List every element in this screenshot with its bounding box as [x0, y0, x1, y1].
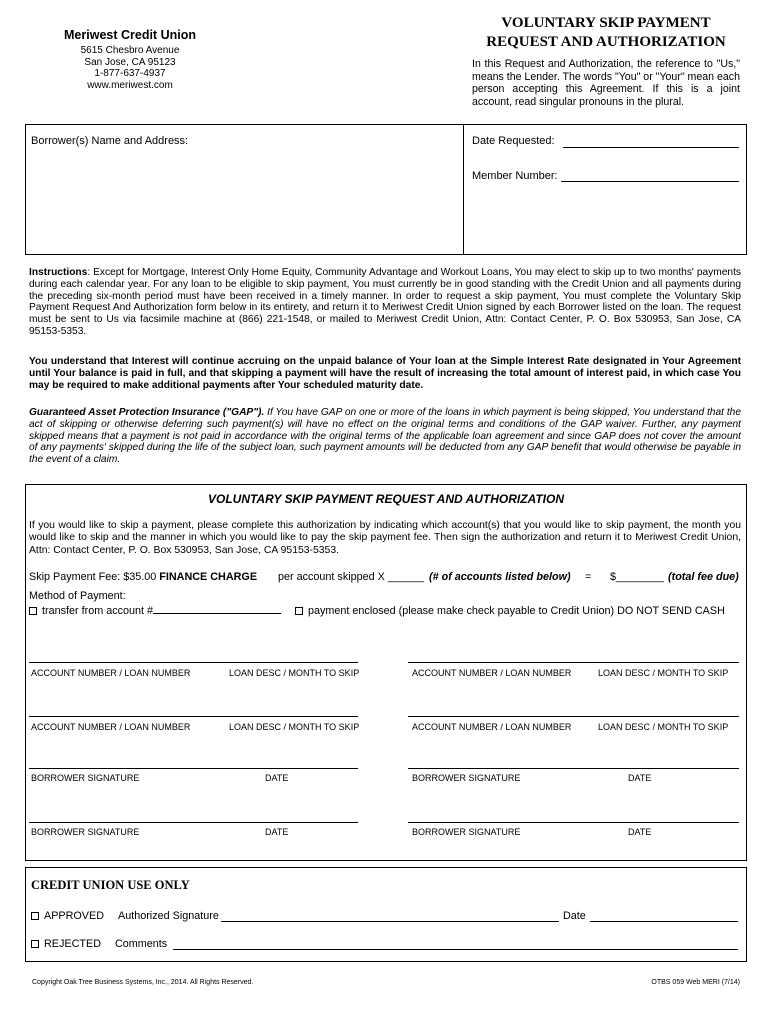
fee-label: Skip Payment Fee: $35.00: [29, 571, 157, 583]
instructions-label: Instructions: [29, 267, 88, 278]
gap-paragraph: [29, 407, 741, 466]
transfer-checkbox[interactable]: [29, 607, 37, 615]
signature-line-left-1[interactable]: [29, 768, 358, 769]
loan-desc-label-right-1: LOAN DESC / MONTH TO SKIP: [598, 668, 729, 678]
signature-date-label-right-1: DATE: [628, 773, 652, 783]
form-title-line2: REQUEST AND AUTHORIZATION: [486, 34, 726, 50]
gap-label: Guaranteed Asset Protection Insurance ("GAP").: [29, 407, 265, 418]
rejected-option[interactable]: [31, 938, 101, 950]
signature-date-label-right-2: DATE: [628, 827, 652, 837]
transfer-option-label: transfer from account #: [42, 605, 154, 617]
per-account-label[interactable]: per account skipped X ______: [278, 571, 424, 583]
borrower-signature-label-right-1: BORROWER SIGNATURE: [412, 773, 521, 783]
account-line-right-1[interactable]: [408, 662, 739, 663]
accounts-listed-note: (# of accounts listed below): [429, 571, 571, 583]
request-section-heading: VOLUNTARY SKIP PAYMENT REQUEST AND AUTHORIZATION: [207, 492, 564, 506]
instructions-text: : Except for Mortgage, Interest Only Home Equity, Community Advantage and Workout Loans, You may elect to skip up to two months' payments during each calendar year. For any loan to be eligible to skip payment, You must currently be in good standing with the Credit Union and all payments during the preceding six-month period must have been received in a timely manner. In order to request a skip payment, You must complete the Voluntary Skip Payment Request And Authorization form below in its entirety, and return it to Meriwest Credit Union signed by each Borrower listed on the loan. The request must be sent to Us via facsimile machine at (866) 221-1548, or mailed to Meriwest Credit Union, Attn: Contact Center, P. O. Box 530953, San Jose, CA 95153-5353.: [29, 267, 741, 337]
interest-notice: You understand that Interest will continue accruing on the unpaid balance of Your loan at the Simple Interest Rate designated in Your Agreement until Your balance is paid in full, and that skipping a payment will have the result of increasing the total amount of interest paid, in which case You may be required to make additional payments after Your scheduled maturity date.: [29, 356, 741, 391]
member-number-label: Member Number:: [472, 170, 558, 182]
credit-union-use-heading: CREDIT UNION USE ONLY: [31, 878, 190, 892]
account-loan-label-left-2: ACCOUNT NUMBER / LOAN NUMBER: [31, 722, 191, 732]
borrower-name-address-field[interactable]: [31, 150, 457, 250]
signature-date-label-left-1: DATE: [265, 773, 289, 783]
rejected-checkbox[interactable]: [31, 940, 39, 948]
comments-field[interactable]: [173, 949, 738, 950]
approved-checkbox[interactable]: [31, 912, 39, 920]
intro-text: In this Request and Authorization, the reference to "Us," means the Lender. The words "You" or "Your" mean each person accepting this Agreement. If this is a joint account, read singular pronouns in the plural.: [472, 58, 740, 108]
account-loan-label-right-2: ACCOUNT NUMBER / LOAN NUMBER: [412, 722, 572, 732]
date-requested-field[interactable]: [563, 147, 739, 148]
borrower-signature-label-left-1: BORROWER SIGNATURE: [31, 773, 140, 783]
approved-option[interactable]: [31, 910, 104, 922]
authorized-signature-label: Authorized Signature: [118, 910, 219, 922]
account-line-left-2[interactable]: [29, 716, 358, 717]
account-line-left-1[interactable]: [29, 662, 358, 663]
org-phone: 1-877-637-4937: [94, 68, 166, 79]
signature-line-left-2[interactable]: [29, 822, 358, 823]
gap-text: If You have GAP on one or more of the loans in which payment is being skipped, You understand that the act of skipping or otherwise deferring such payment(s) will have no effect on the original terms and conditions of the GAP waiver. Further, any payment skipped means that a payment is not paid in accordance with the original terms of the applicable loan agreement and since GAP does not cover the amount of any payments' skipped during the life of the subject loan, such payment amounts will be deducted from any GAP benefit that would otherwise be payable in the event of a claim.: [29, 407, 741, 466]
date-requested-label: Date Requested:: [472, 135, 555, 147]
borrower-box-divider: [463, 124, 464, 255]
signature-line-right-2[interactable]: [408, 822, 739, 823]
transfer-option[interactable]: [29, 605, 281, 617]
finance-charge-label: FINANCE CHARGE: [159, 571, 258, 583]
org-address-line2: San Jose, CA 95123: [84, 56, 176, 68]
total-fee-field[interactable]: $________: [610, 571, 665, 583]
form-title-line1: VOLUNTARY SKIP PAYMENT: [501, 15, 711, 31]
method-of-payment-label: Method of Payment:: [29, 590, 126, 602]
copyright-notice: Copyright Oak Tree Business Systems, Inc., 2014. All Rights Reserved.: [32, 979, 254, 986]
instructions-paragraph: [29, 267, 741, 338]
letterhead: [30, 28, 230, 91]
loan-desc-label-left-1: LOAN DESC / MONTH TO SKIP: [229, 668, 360, 678]
transfer-account-field[interactable]: [153, 613, 281, 614]
approved-label: APPROVED: [44, 910, 104, 922]
org-website: www.meriwest.com: [87, 79, 173, 91]
org-address-line1: 5615 Chesbro Avenue: [80, 45, 180, 56]
borrower-signature-label-left-2: BORROWER SIGNATURE: [31, 827, 140, 837]
loan-desc-label-right-2: LOAN DESC / MONTH TO SKIP: [598, 722, 729, 732]
form-title: [470, 14, 742, 52]
signature-line-right-1[interactable]: [408, 768, 739, 769]
form-code: OTBS 059 Web MERI (7/14): [651, 979, 740, 986]
enclosed-option-label: payment enclosed (please make check payable to Credit Union) DO NOT SEND CASH: [308, 605, 725, 617]
account-line-right-2[interactable]: [408, 716, 739, 717]
total-fee-note: (total fee due): [668, 571, 739, 583]
org-name: Meriwest Credit Union: [64, 28, 196, 42]
member-number-field[interactable]: [561, 181, 739, 182]
rejected-label: REJECTED: [44, 938, 101, 950]
account-loan-label-left-1: ACCOUNT NUMBER / LOAN NUMBER: [31, 668, 191, 678]
fee-line: [29, 571, 257, 583]
approval-date-label: Date: [563, 910, 586, 922]
comments-label: Comments: [115, 938, 168, 950]
borrower-signature-label-right-2: BORROWER SIGNATURE: [412, 827, 521, 837]
approval-date-field[interactable]: [590, 921, 738, 922]
enclosed-checkbox[interactable]: [295, 607, 303, 615]
enclosed-option[interactable]: [295, 605, 725, 617]
request-description: If you would like to skip a payment, please complete this authorization by indicating which account(s) that you would like to skip payment, the month you would like to skip and the manner in which you would like to pay the skip payment fee. Then sign the authorization and return it to Meriwest Credit Union, Attn: Contact Center, P. O. Box 530953, San Jose, CA 95153-5353.: [29, 520, 741, 556]
account-loan-label-right-1: ACCOUNT NUMBER / LOAN NUMBER: [412, 668, 572, 678]
equals-sign: =: [585, 571, 592, 583]
signature-date-label-left-2: DATE: [265, 827, 289, 837]
loan-desc-label-left-2: LOAN DESC / MONTH TO SKIP: [229, 722, 360, 732]
borrower-name-address-label: Borrower(s) Name and Address:: [31, 135, 189, 147]
authorized-signature-field[interactable]: [221, 921, 559, 922]
